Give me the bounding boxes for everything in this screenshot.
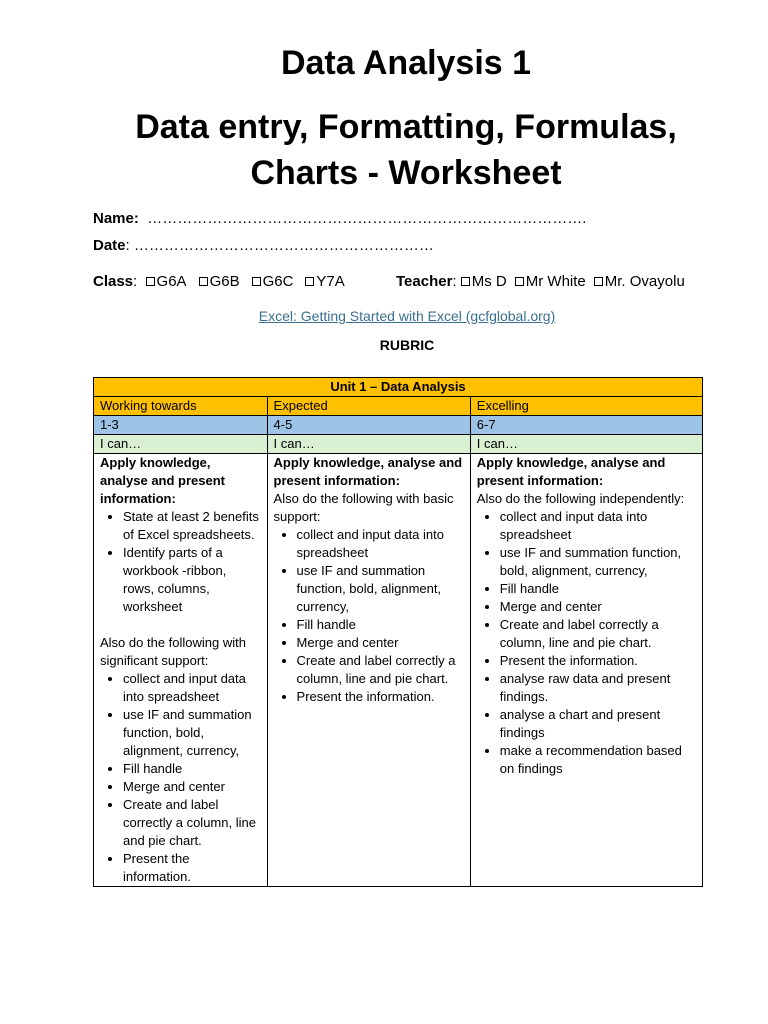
class-option[interactable]: G6C [252,273,294,290]
list-item: • collect and input data into spreadsheet [123,670,261,706]
teacher-option[interactable]: Mr. Ovayolu [594,273,685,290]
list-item: • Present the information. [297,688,464,706]
criteria-heading: Apply knowledge, analyse and present information: [476,455,666,488]
list-item: • use IF and summation function, bold, alignment, currency, [297,562,464,616]
list-item: • Present the information. [123,850,261,886]
excelling-criteria [470,454,702,887]
criteria-heading: Apply knowledge, analyse and present information: [100,455,225,506]
criteria-list [100,670,261,886]
name-field[interactable] [93,210,586,227]
class-option[interactable]: G6B [199,273,240,290]
criteria-support-intro: Also do the following independently: [476,491,685,506]
class-label: Class [93,273,134,290]
rubric-table [93,377,703,887]
list-item: • Merge and center [123,778,261,796]
unit-title: Unit 1 – Data Analysis [94,378,703,397]
expected-criteria [267,454,470,887]
list-item: • Create and label correctly a column, line and pie chart. [297,652,464,688]
criteria-list [274,526,464,706]
list-item: • Fill handle [297,616,464,634]
teacher-option[interactable]: Mr White [515,273,586,290]
list-item: • Fill handle [123,760,261,778]
list-item: • Create and label correctly a column, line and pie chart. [123,796,261,850]
list-item: • analyse a chart and present findings [500,706,696,742]
ican-cell: I can… [94,435,268,454]
checkbox-icon[interactable] [305,277,314,286]
name-dots: ……………………………………………………………………………. [147,210,587,227]
list-item: • collect and input data into spreadsheet [297,526,464,562]
page-title: Data Analysis 1 [280,44,532,82]
list-item: • Present the information. [500,652,696,670]
criteria-support-intro: Also do the following with significant support: [100,635,246,668]
criteria-support-intro: Also do the following with basic support: [273,491,454,524]
list-item: • use IF and summation function, bold, alignment, currency, [500,544,696,580]
level-expected: Expected [267,397,470,416]
range-cell: 1-3 [94,416,268,435]
name-label: Name: [93,210,139,227]
list-item: • analyse raw data and present findings. [500,670,696,706]
subtitle-line-1: Data entry, Formatting, Formulas, [135,108,677,146]
range-cell: 6-7 [470,416,702,435]
date-dots: : …………………………………………………… [125,237,434,254]
class-field: Class: G6A G6B G6C Y7A [93,273,345,290]
teacher-field: Teacher: Ms D Mr White Mr. Ovayolu [396,273,685,290]
checkbox-icon[interactable] [252,277,261,286]
criteria-heading: Apply knowledge, analyse and present information: [273,455,463,488]
level-excelling: Excelling [470,397,702,416]
rubric-heading: RUBRIC [379,337,435,353]
list-item: • Identify parts of a workbook -ribbon, rows, columns, worksheet [123,544,261,616]
checkbox-icon[interactable] [594,277,603,286]
date-field[interactable] [93,237,434,254]
list-item: • make a recommendation based on findings [500,742,696,778]
list-item: • use IF and summation function, bold, alignment, currency, [123,706,261,760]
ican-cell: I can… [267,435,470,454]
date-label: Date [93,237,126,254]
subtitle-line-2: Charts - Worksheet [250,154,562,192]
checkbox-icon[interactable] [515,277,524,286]
level-working-towards: Working towards [94,397,268,416]
page-subtitle [0,104,768,196]
checkbox-icon[interactable] [461,277,470,286]
checkbox-icon[interactable] [199,277,208,286]
class-option[interactable]: G6A [146,273,187,290]
list-item: • collect and input data into spreadsheet [500,508,696,544]
range-cell: 4-5 [267,416,470,435]
excel-guide-link[interactable]: Excel: Getting Started with Excel (gcfglobal.org) [258,308,556,324]
teacher-option[interactable]: Ms D [461,273,507,290]
list-item: • Merge and center [500,598,696,616]
list-item: • State at least 2 benefits of Excel spreadsheets. [123,508,261,544]
ican-cell: I can… [470,435,702,454]
criteria-list [477,508,696,778]
class-option[interactable]: Y7A [305,273,344,290]
list-item: • Create and label correctly a column, line and pie chart. [500,616,696,652]
list-item: • Fill handle [500,580,696,598]
criteria-list [100,508,261,616]
checkbox-icon[interactable] [146,277,155,286]
teacher-label: Teacher [396,273,453,290]
list-item: • Merge and center [297,634,464,652]
working-towards-criteria [94,454,268,887]
